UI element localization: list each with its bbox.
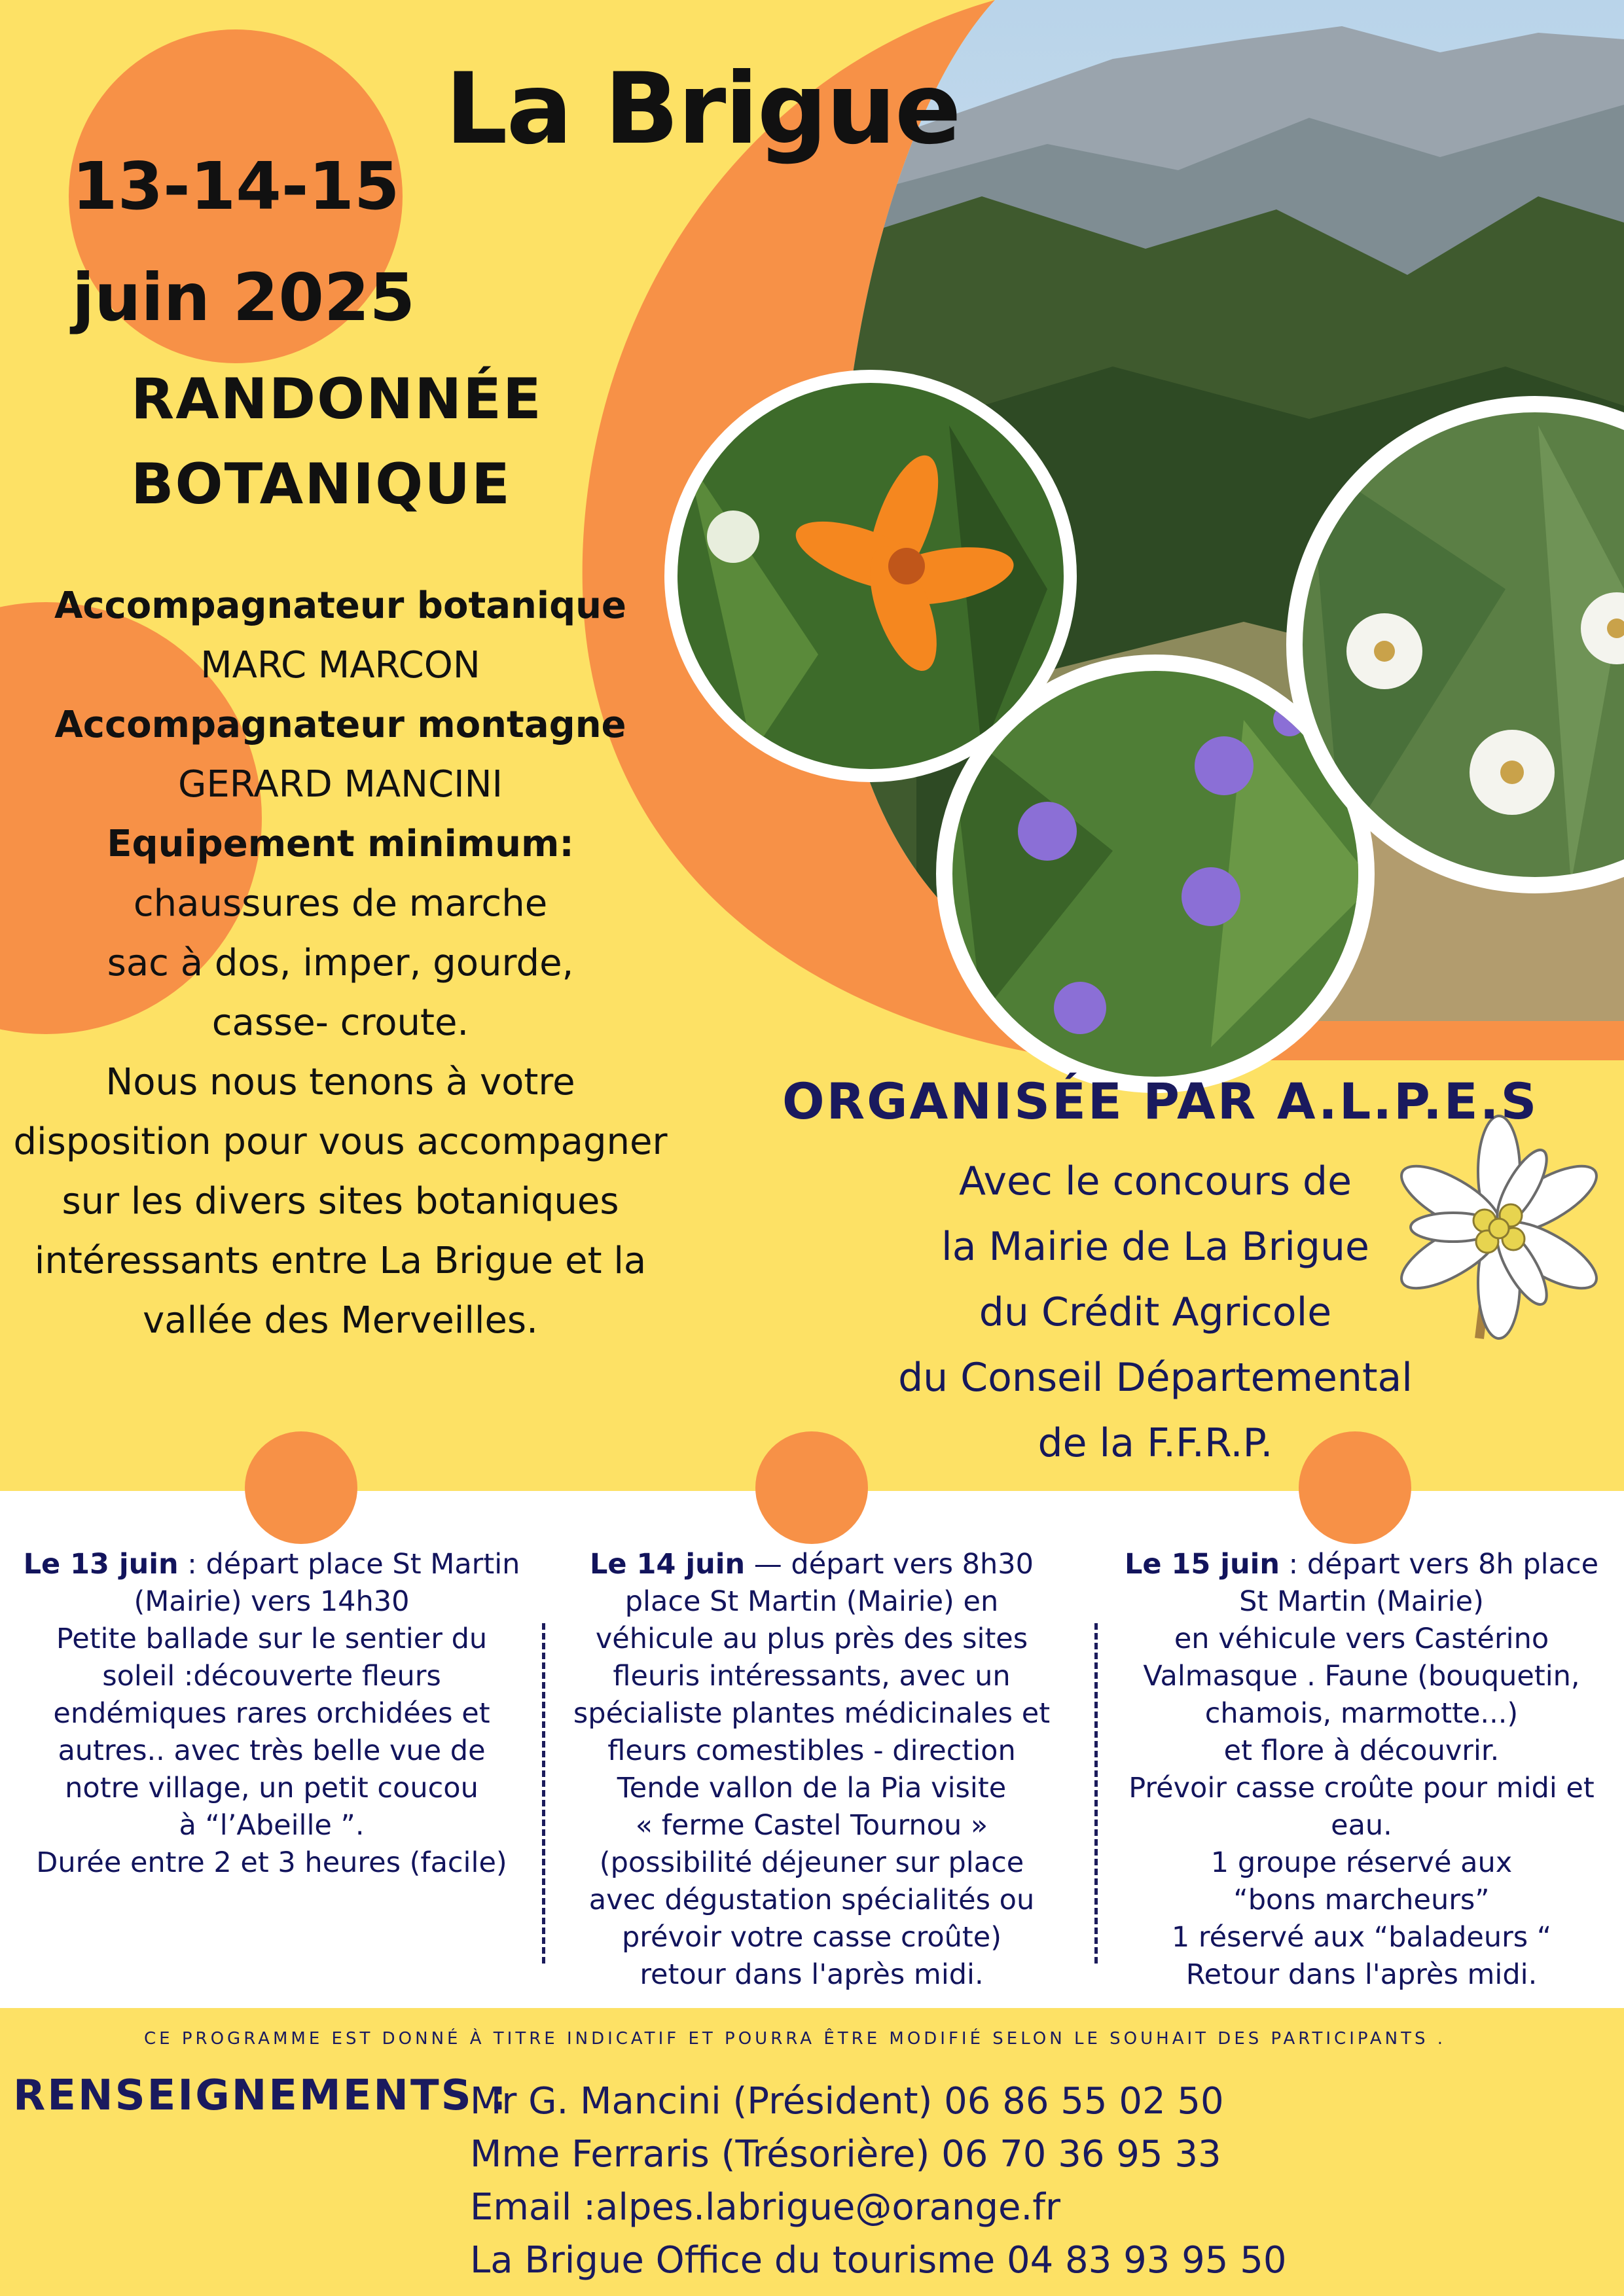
intro-line: Nous nous tenons à votre	[105, 1061, 575, 1103]
day-line: prévoir votre casse croûte)	[622, 1921, 1001, 1954]
day-line: chamois, marmotte...)	[1204, 1697, 1519, 1730]
day-line: “bons marcheurs”	[1233, 1884, 1490, 1916]
day-line: Petite ballade sur le sentier du	[56, 1623, 488, 1655]
equipment-line: sac à dos, imper, gourde,	[107, 942, 574, 984]
guide-role: Accompagnateur montagne	[54, 704, 626, 746]
day-line: retour dans l'après midi.	[640, 1958, 984, 1991]
disclaimer: CE PROGRAMME EST DONNÉ À TITRE INDICATIF ET POURRA ÊTRE MODIFIÉ SELON LE SOUHAIT DES PARTICIPANTS .	[144, 2029, 1447, 2049]
intro-line: disposition pour vous accompagner	[13, 1121, 668, 1163]
day-line: Le 14 juin — départ vers 8h30	[590, 1548, 1034, 1581]
day-line: Le 13 juin : départ place St Martin	[23, 1548, 520, 1581]
intro-line: vallée des Merveilles.	[143, 1299, 538, 1342]
day-15-program	[1106, 1546, 1617, 1994]
day-13-program	[13, 1546, 530, 1882]
contact-email: Email :alpes.labrigue@orange.fr	[470, 2186, 1061, 2229]
day-line: 1 groupe réservé aux	[1210, 1846, 1513, 1879]
day-line: à “l’Abeille ”.	[179, 1809, 365, 1842]
day-line: 1 réservé aux “baladeurs “	[1171, 1921, 1552, 1954]
day-line: St Martin (Mairie)	[1239, 1585, 1484, 1618]
day-date: Le 15 juin	[1124, 1548, 1280, 1581]
sponsor-line: du Conseil Départemental	[898, 1355, 1413, 1401]
day-line: Durée entre 2 et 3 heures (facile)	[36, 1846, 507, 1879]
day-markers	[0, 1427, 1624, 1558]
sponsor-line: de la F.F.R.P.	[1038, 1420, 1273, 1466]
day-line: endémiques rares orchidées et	[53, 1697, 490, 1730]
day-line: spécialiste plantes médicinales et	[573, 1697, 1051, 1730]
day-line: eau.	[1331, 1809, 1392, 1842]
day-line: et flore à découvrir.	[1223, 1734, 1500, 1767]
day-line: en véhicule vers Castérino	[1174, 1623, 1549, 1655]
day-line: fleuris intéressants, avec un	[613, 1660, 1011, 1693]
equipment-line: chaussures de marche	[133, 882, 548, 925]
organizer-heading: ORGANISÉE PAR A.L.P.E.S	[782, 1072, 1539, 1130]
column-divider	[542, 1623, 545, 1964]
equipment-heading: Equipement minimum:	[107, 823, 574, 865]
dates-month-year: juin 2025	[72, 259, 416, 336]
day-line: Tende vallon de la Pia visite	[617, 1772, 1007, 1804]
contact-treasurer: Mme Ferraris (Trésorière) 06 70 36 95 33	[470, 2133, 1221, 2176]
guide-name: GERARD MANCINI	[177, 763, 503, 806]
event-type	[131, 357, 543, 527]
day-line: « ferme Castel Tournou »	[635, 1809, 988, 1842]
day-line: Le 15 juin : départ vers 8h place	[1124, 1548, 1599, 1581]
contact-tourism-office: La Brigue Office du tourisme 04 83 93 95 50	[470, 2239, 1287, 2282]
day-date: Le 13 juin	[23, 1548, 179, 1581]
day-line: (possibilité déjeuner sur place	[599, 1846, 1024, 1879]
day-line: fleurs comestibles - direction	[607, 1734, 1016, 1767]
day-14-program	[553, 1546, 1070, 1994]
event-type-line2: BOTANIQUE	[131, 452, 511, 517]
day-line: Prévoir casse croûte pour midi et	[1128, 1772, 1595, 1804]
event-details	[0, 576, 681, 1350]
guide-role: Accompagnateur botanique	[54, 584, 626, 627]
contact-president: Mr G. Mancini (Président) 06 86 55 02 50	[470, 2080, 1224, 2123]
page-title: La Brigue	[445, 52, 960, 166]
equipment-line: casse- croute.	[211, 1001, 469, 1044]
day-line: (Mairie) vers 14h30	[134, 1585, 410, 1618]
event-dates	[72, 131, 415, 353]
intro-line: intéressants entre La Brigue et la	[34, 1240, 647, 1282]
contacts-label: RENSEIGNEMENTS :	[13, 2072, 509, 2120]
day-line: Valmasque . Faune (bouquetin,	[1143, 1660, 1580, 1693]
day-line: notre village, un petit coucou	[65, 1772, 478, 1804]
day-line: véhicule au plus près des sites	[595, 1623, 1028, 1655]
day-line: autres.. avec très belle vue de	[58, 1734, 486, 1767]
day-date: Le 14 juin	[590, 1548, 746, 1581]
sponsor-line: Avec le concours de	[958, 1158, 1352, 1204]
day-line: Retour dans l'après midi.	[1185, 1958, 1538, 1991]
dates-days: 13-14-15	[72, 148, 400, 224]
day-marker-13	[245, 1431, 357, 1544]
column-divider	[1094, 1623, 1098, 1964]
sponsor-line: la Mairie de La Brigue	[941, 1224, 1369, 1270]
day-line: soleil :découverte fleurs	[102, 1660, 441, 1693]
sponsor-line: du Crédit Agricole	[979, 1289, 1332, 1335]
event-type-line1: RANDONNÉE	[131, 367, 543, 432]
day-line: avec dégustation spécialités ou	[588, 1884, 1035, 1916]
intro-line: sur les divers sites botaniques	[62, 1180, 619, 1223]
day-line: place St Martin (Mairie) en	[624, 1585, 999, 1618]
guide-name: MARC MARCON	[200, 644, 480, 687]
day-marker-15	[1299, 1431, 1411, 1544]
day-marker-14	[755, 1431, 868, 1544]
contacts-list	[470, 2075, 1286, 2287]
